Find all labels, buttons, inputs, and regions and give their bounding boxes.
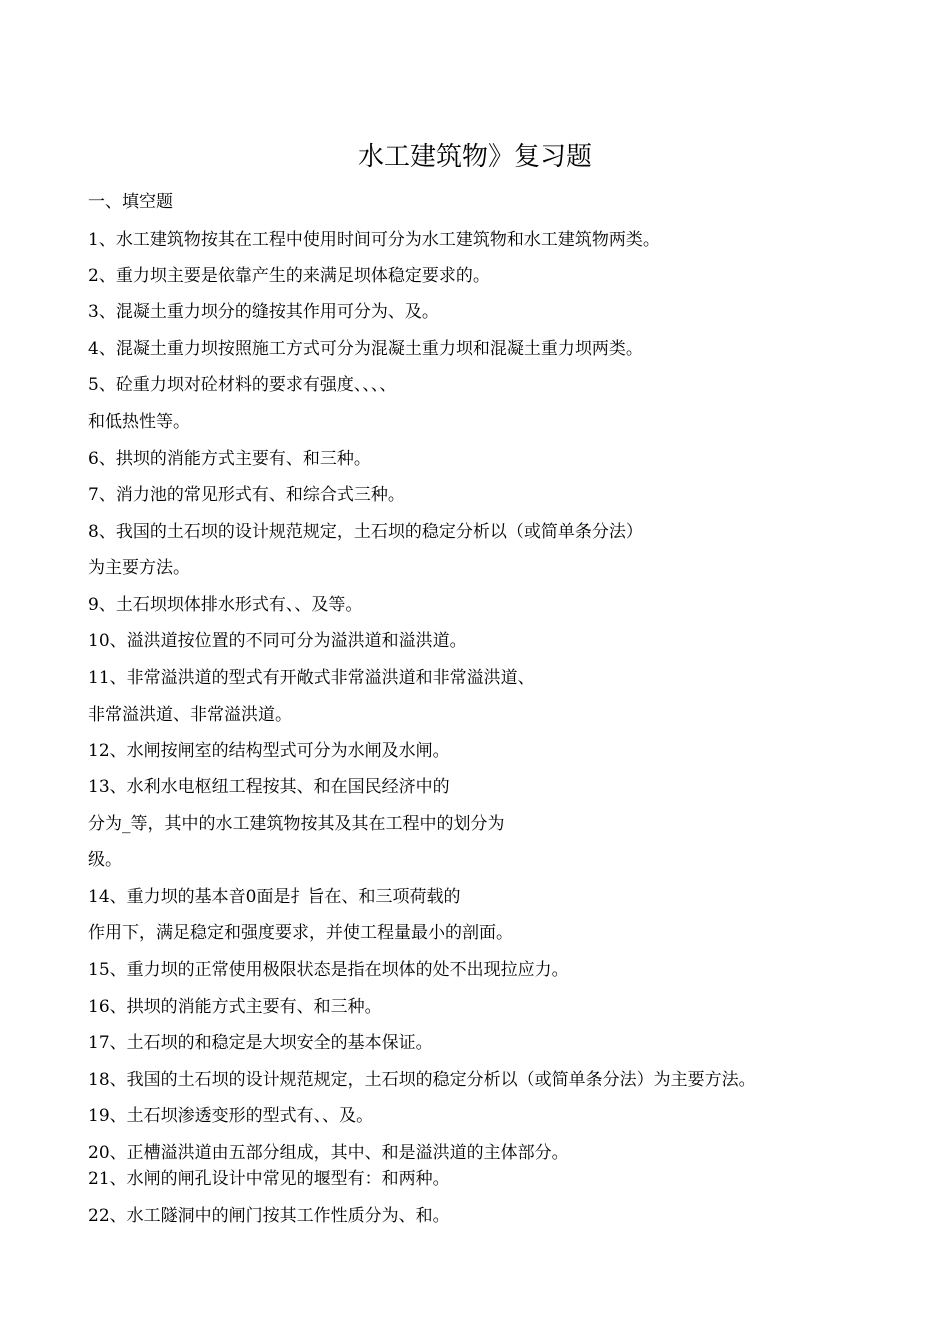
question-line: 17、土石坝的和稳定是大坝安全的基本保证。: [88, 1033, 433, 1053]
question-line: 4、混凝土重力坝按照施工方式可分为混凝土重力坝和混凝土重力坝两类。: [88, 339, 643, 359]
question-line: 1、水工建筑物按其在工程中使用时间可分为水工建筑物和水工建筑物两类。: [88, 230, 660, 250]
question-line: 16、拱坝的消能方式主要有、和三种。: [88, 997, 382, 1017]
question-line: 7、消力池的常见形式有、和综合式三种。: [88, 485, 405, 505]
question-line: 3、混凝土重力坝分的缝按其作用可分为、及。: [88, 302, 439, 322]
question-line: 22、水工隧洞中的闸门按其工作性质分为、和。: [88, 1206, 450, 1226]
question-line: 21、水闸的闸孔设计中常见的堰型有：和两种。: [88, 1169, 450, 1189]
question-line: 19、土石坝渗透变形的型式有、、及。: [88, 1106, 374, 1126]
question-line: 分为_等，其中的水工建筑物按其及其在工程中的划分为: [88, 814, 505, 834]
question-line: 8、我国的土石坝的设计规范规定，土石坝的稳定分析以（或简单条分法）: [88, 522, 643, 542]
question-line: 10、溢洪道按位置的不同可分为溢洪道和溢洪道。: [88, 631, 467, 651]
question-line: 2、重力坝主要是依靠产生的来满足坝体稳定要求的。: [88, 266, 490, 286]
question-line: 作用下，满足稳定和强度要求，并使工程量最小的剖面。: [88, 923, 513, 943]
question-line: 15、重力坝的正常使用极限状态是指在坝体的处不出现拉应力。: [88, 960, 569, 980]
question-line: 13、水利水电枢纽工程按其、和在国民经济中的: [88, 777, 450, 797]
question-line: 14、重力坝的基本音0面是扌旨在、和三项荷载的: [88, 887, 461, 907]
question-line: 12、水闸按闸室的结构型式可分为水闸及水闸。: [88, 741, 450, 761]
question-line: 11、非常溢洪道的型式有开敞式非常溢洪道和非常溢洪道、: [88, 668, 535, 688]
question-line: 级。: [88, 850, 122, 870]
question-line: 5、砼重力坝对砼材料的要求有强度、、、、: [88, 375, 397, 395]
page-title: 水工建筑物》复习题: [357, 142, 592, 172]
question-line: 6、拱坝的消能方式主要有、和三种。: [88, 449, 371, 469]
question-line: 为主要方法。: [88, 558, 190, 578]
question-line: 非常溢洪道、非常溢洪道。: [88, 705, 292, 725]
question-line: 和低热性等。: [88, 412, 190, 432]
question-line: 9、土石坝坝体排水形式有、、及等。: [88, 595, 363, 615]
question-line: 18、我国的土石坝的设计规范规定，土石坝的稳定分析以（或简单条分法）为主要方法。: [88, 1070, 756, 1090]
question-line: 20、正槽溢洪道由五部分组成，其中、和是溢洪道的主体部分。: [88, 1143, 569, 1163]
section-heading: 一、填空题: [88, 192, 173, 212]
